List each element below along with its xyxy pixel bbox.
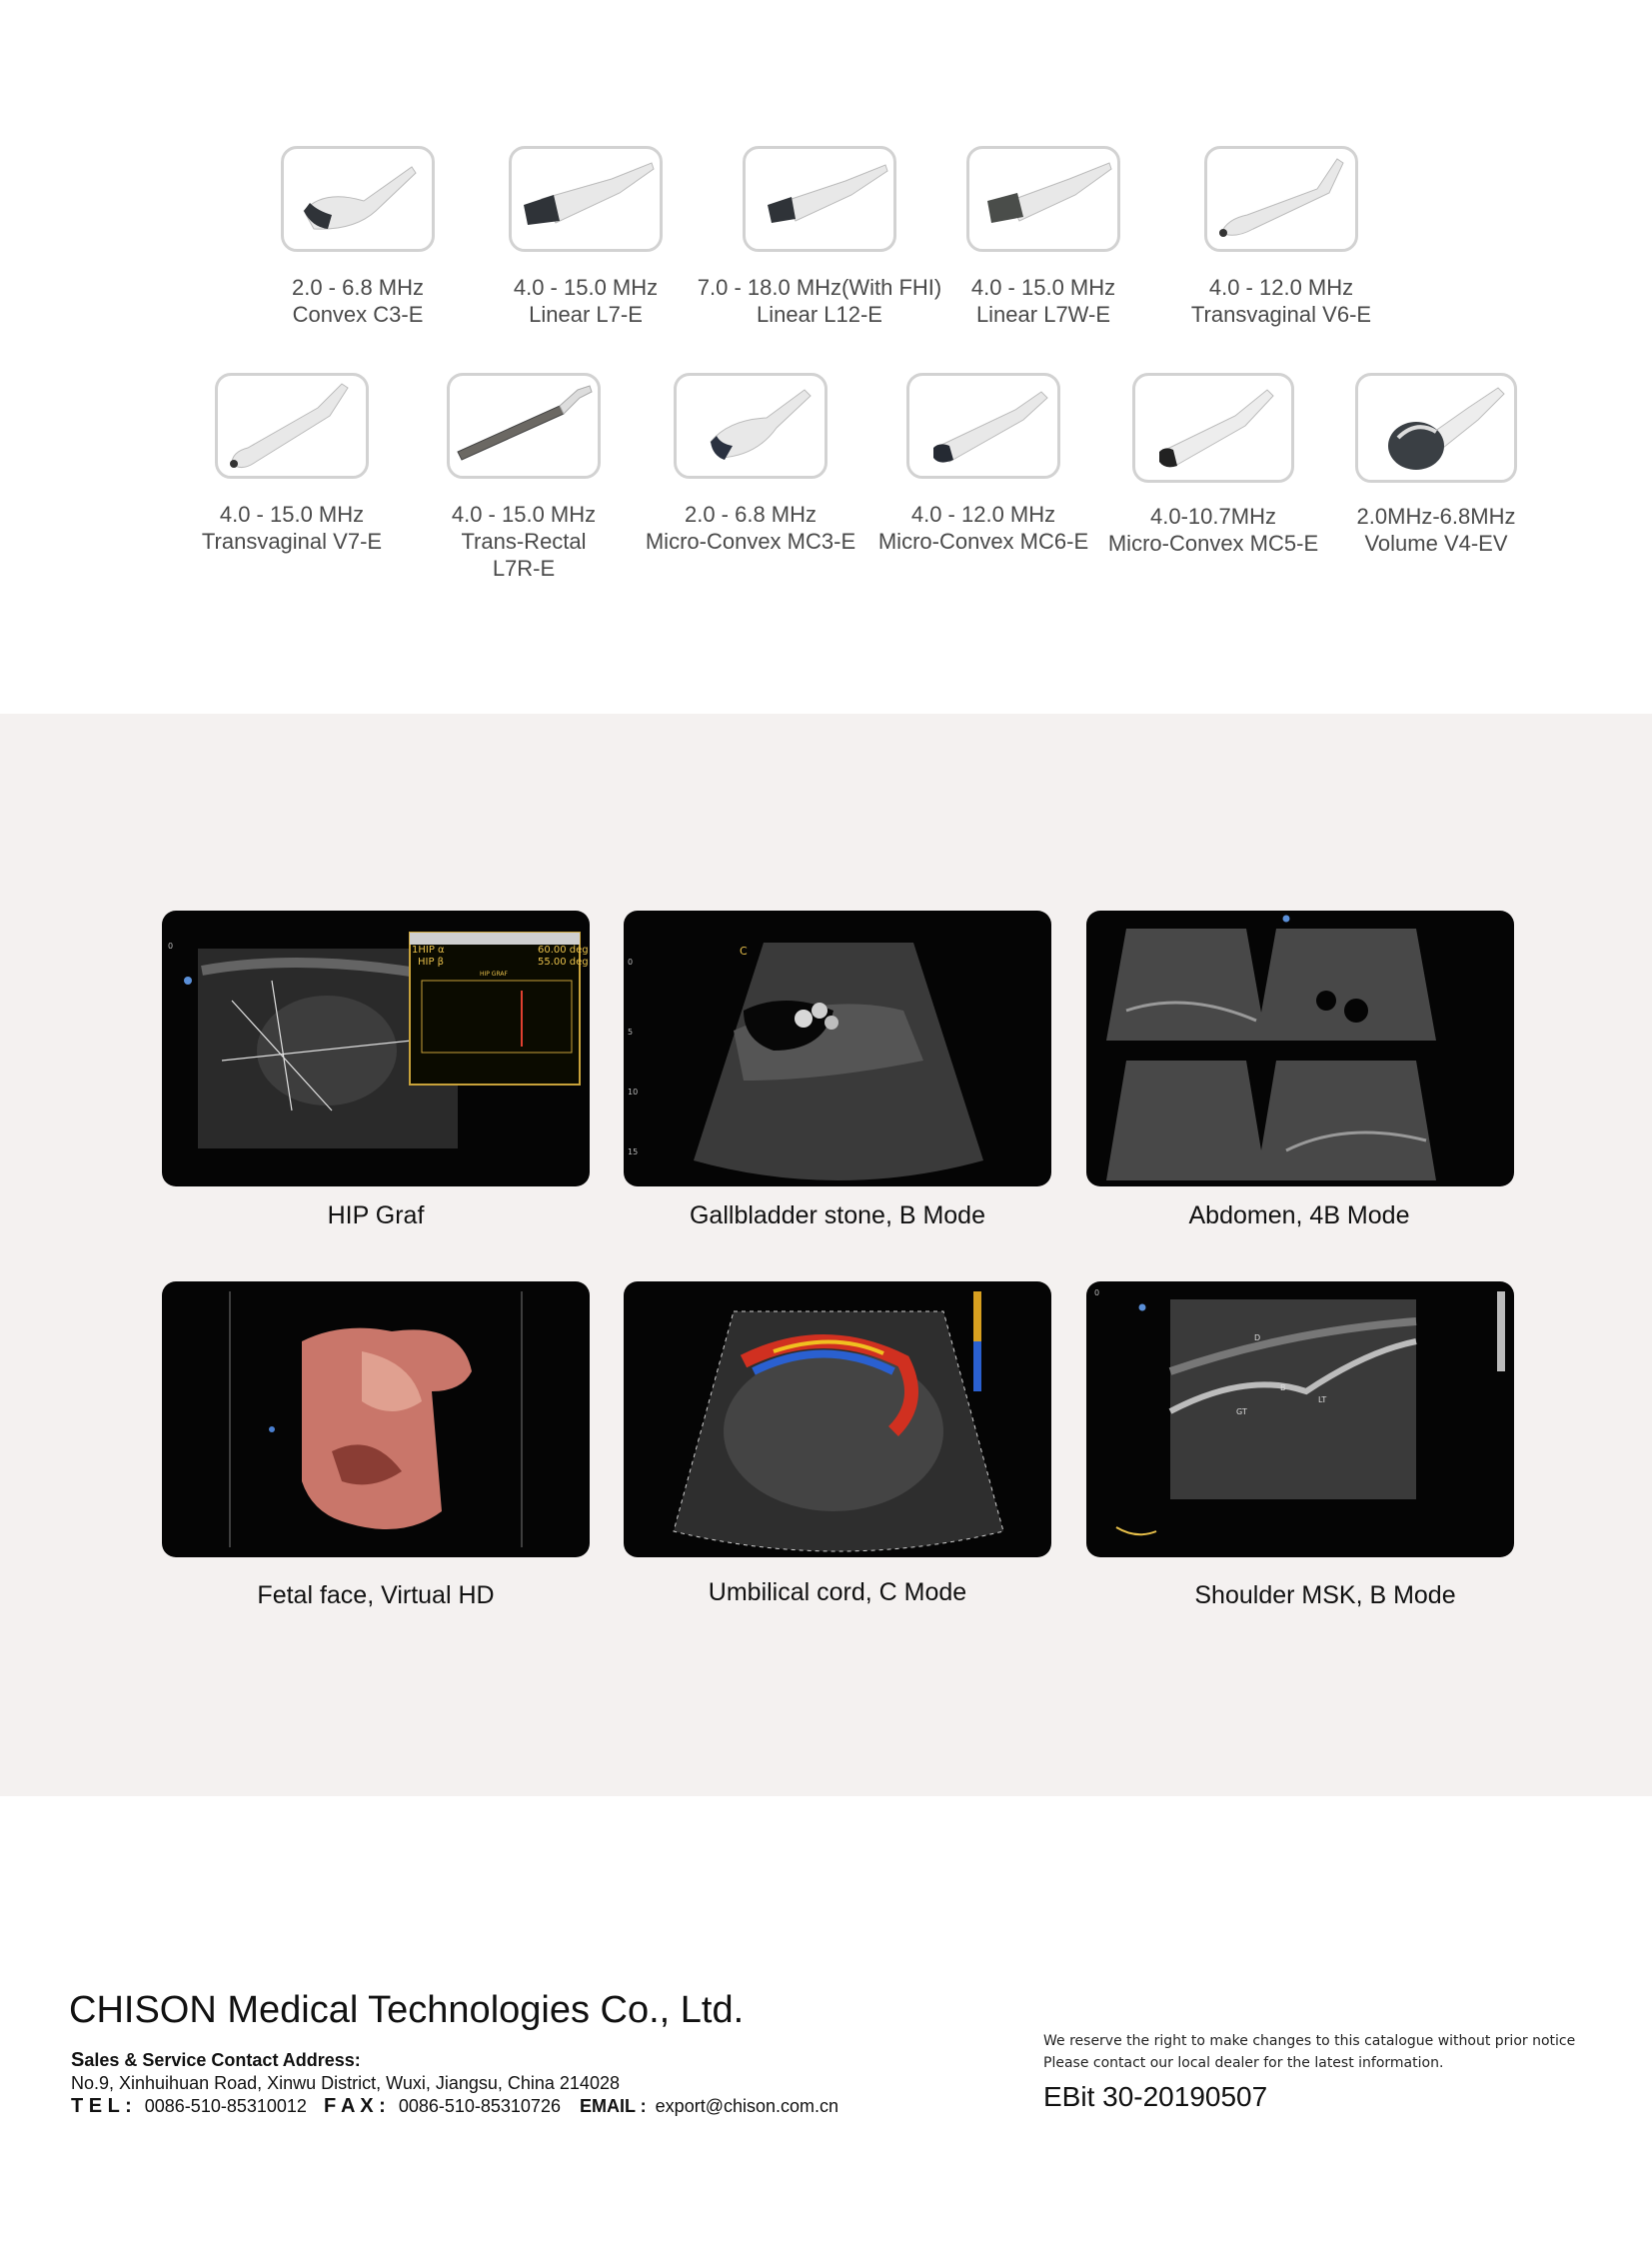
tel-label: T E L :: [71, 2095, 132, 2117]
image-caption: HIP Graf: [327, 1201, 425, 1229]
probe-card: [172, 373, 412, 555]
hip-alpha-value: 60.00 deg: [538, 945, 589, 956]
probe-card: [697, 146, 942, 328]
transrectal-probe-icon: [447, 373, 601, 479]
abdomen-ultrasound-image: [1086, 911, 1514, 1186]
svg-text:15: 15: [628, 1147, 639, 1156]
svg-text:0: 0: [1094, 1288, 1100, 1297]
probe-model: Transvaginal V6-E: [1190, 302, 1372, 327]
gallbladder-ultrasound-image: [624, 911, 1051, 1186]
probe-card: [404, 373, 644, 582]
address-heading-rest: ales & Service Contact Address:: [84, 2050, 361, 2070]
fax-number: 0086-510-85310726: [398, 2096, 561, 2116]
hip-alpha-label: 1HIP α: [412, 945, 445, 956]
probe-model: Micro-Convex MC6-E: [877, 529, 1089, 554]
probe-frequency: 2.0 - 6.8 MHz: [684, 502, 818, 527]
dealer-notice: Please contact our local dealer for the latest information.: [1043, 2055, 1444, 2071]
probe-frequency: 4.0 - 12.0 MHz: [1208, 275, 1354, 300]
image-caption: Abdomen, 4B Mode: [1188, 1201, 1410, 1229]
gallbladder-marker: C: [740, 945, 748, 958]
address: No.9, Xinhuihuan Road, Xinwu District, Wuxi, Jiangsu, China 214028: [71, 2073, 620, 2093]
contact-line: [71, 2095, 838, 2118]
probe-model: Linear L12-E: [757, 302, 882, 327]
msk-label-gt: GT: [1236, 1407, 1247, 1416]
catalogue-code: EBit 30-20190507: [1043, 2081, 1268, 2112]
transvaginal-probe-icon: [215, 373, 369, 479]
probe-frequency: 4.0 - 15.0 MHz: [219, 502, 365, 527]
hip-beta-value: 55.00 deg: [538, 957, 589, 968]
probe-model: Linear L7-E: [529, 302, 643, 327]
probe-frequency: 7.0 - 18.0 MHz(With FHI): [697, 275, 942, 300]
probe-card: [238, 146, 478, 328]
image-caption: Fetal face, Virtual HD: [257, 1581, 495, 1609]
probe-model: Transvaginal V7-E: [201, 529, 383, 554]
micro-convex-probe-icon: [674, 373, 827, 479]
umbilical-cord-doppler-image: [624, 1281, 1051, 1557]
volume-probe-icon: [1355, 373, 1517, 483]
tel-number: 0086-510-85310012: [144, 2096, 307, 2116]
probe-frequency: 2.0MHz-6.8MHz: [1356, 504, 1516, 529]
probe-frequency: 4.0 - 15.0 MHz: [451, 502, 597, 527]
address-heading: [71, 2049, 361, 2072]
change-notice: We reserve the right to make changes to this catalogue without prior notice: [1043, 2033, 1576, 2049]
transvaginal-probe-icon: [1204, 146, 1358, 252]
probe-card: [863, 373, 1103, 555]
fetal-face-render-image: [162, 1281, 590, 1557]
msk-label-d: D: [1254, 1333, 1261, 1342]
probe-frequency: 4.0 - 15.0 MHz: [970, 275, 1116, 300]
probe-frequency: 4.0-10.7MHz: [1150, 504, 1276, 529]
image-caption: Umbilical cord, C Mode: [708, 1578, 967, 1606]
email-label: EMAIL :: [579, 2096, 647, 2116]
linear-probe-icon: [743, 146, 896, 252]
probe-card: [1161, 146, 1401, 328]
svg-text:0: 0: [168, 942, 174, 951]
linear-probe-icon: [966, 146, 1120, 252]
probe-model: Volume V4-EV: [1364, 531, 1508, 556]
probe-frequency: 4.0 - 15.0 MHz: [513, 275, 659, 300]
image-caption: Gallbladder stone, B Mode: [689, 1201, 985, 1229]
hip-ultrasound-image: [162, 911, 590, 1186]
probe-card: [631, 373, 870, 555]
probe-model: Convex C3-E: [292, 302, 424, 327]
micro-convex-probe-icon: [1132, 373, 1294, 483]
hip-graf-label: HIP GRAF: [480, 971, 508, 978]
probe-card: [1093, 373, 1333, 557]
probe-card: [1316, 373, 1556, 557]
probe-card: [923, 146, 1163, 328]
probe-frequency: 4.0 - 12.0 MHz: [910, 502, 1056, 527]
svg-text:5: 5: [628, 1028, 634, 1037]
convex-probe-icon: [281, 146, 435, 252]
svg-text:10: 10: [628, 1088, 639, 1097]
probe-model: Micro-Convex MC3-E: [645, 529, 856, 554]
probe-frequency: 2.0 - 6.8 MHz: [291, 275, 425, 300]
probe-model: Trans-Rectal: [461, 529, 587, 554]
address-heading-initial: S: [71, 2049, 85, 2071]
micro-convex-probe-icon: [906, 373, 1060, 479]
shoulder-msk-ultrasound-image: [1086, 1281, 1514, 1557]
linear-probe-icon: [509, 146, 663, 252]
msk-label-b: B: [1280, 1383, 1286, 1392]
clinical-images-section: [0, 714, 1652, 1796]
probe-model: Linear L7W-E: [975, 302, 1111, 327]
email-link[interactable]: export@chison.com.cn: [655, 2096, 839, 2116]
hip-beta-label: HIP β: [418, 957, 445, 968]
msk-label-lt: LT: [1318, 1395, 1327, 1404]
company-name: CHISON Medical Technologies Co., Ltd.: [69, 1989, 745, 2031]
probe-model-line3: L7R-E: [492, 556, 556, 581]
fax-label: F A X :: [323, 2095, 386, 2117]
probe-model: Micro-Convex MC5-E: [1107, 531, 1319, 556]
svg-text:0: 0: [628, 958, 634, 967]
image-caption: Shoulder MSK, B Mode: [1194, 1581, 1456, 1609]
